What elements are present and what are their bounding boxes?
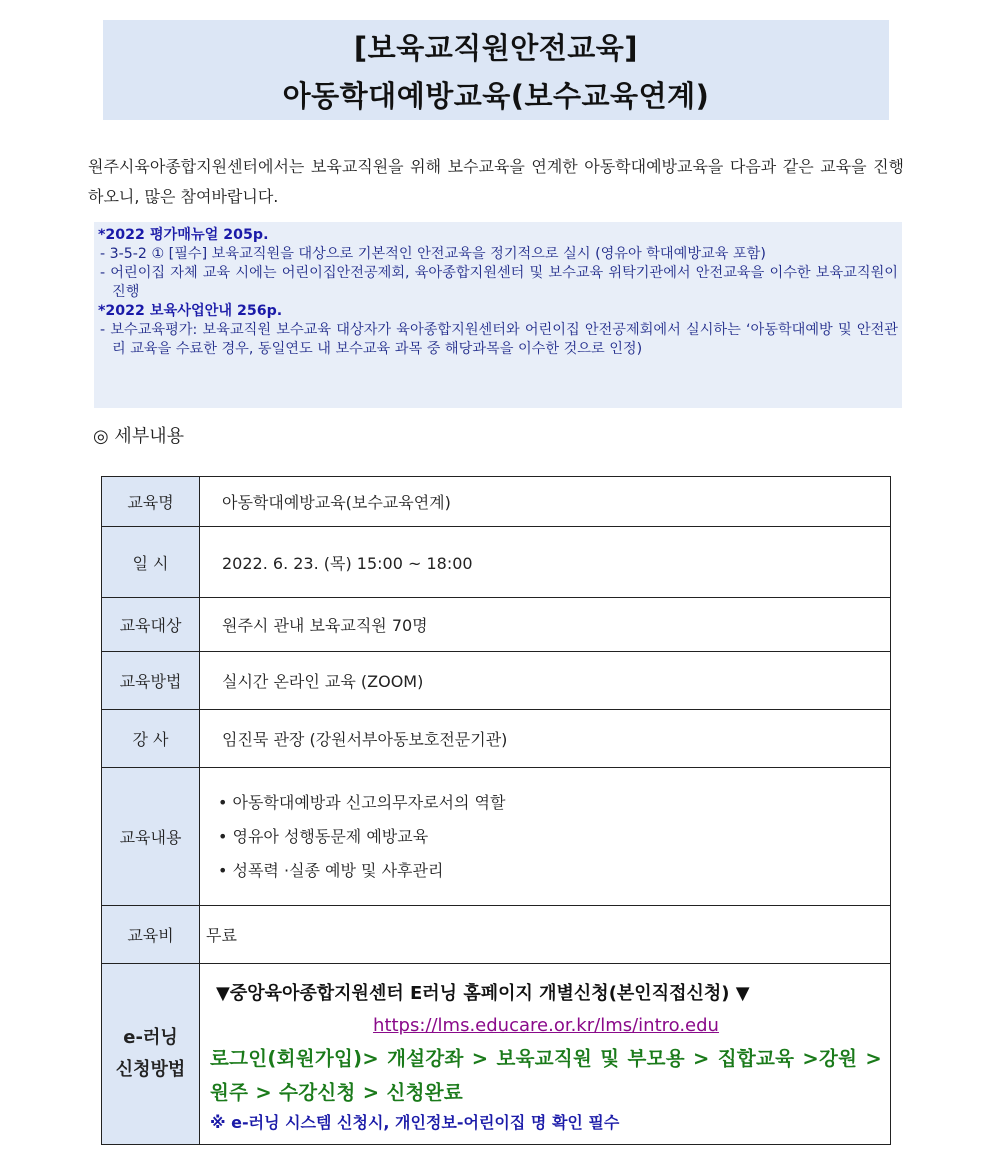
course-label: 교육명: [102, 477, 200, 527]
date-label: 일 시: [102, 527, 200, 598]
content-item: • 아동학대예방과 신고의무자로서의 역할: [218, 792, 506, 812]
intro-paragraph: 원주시육아종합지원센터에서는 보육교직원을 위해 보수교육을 연계한 아동학대예방교육을 다음과 같은 교육을 진행하오니, 많은 참여바랍니다.: [88, 157, 904, 206]
notice-item: - 3-5-2 ① [필수] 보육교직원을 대상으로 기본적인 안전교육을 정기적으로 실시 (영유아 학대예방교육 포함): [100, 246, 766, 262]
elearning-label-line-2: 신청방법: [115, 1059, 186, 1080]
table-row: [102, 477, 891, 527]
elearning-heading: ▼중앙육아종합지원센터 E러닝 홈페이지 개별신청(본인직접신청) ▼: [216, 983, 750, 1004]
elearning-label-line-1: e-러닝: [123, 1027, 178, 1048]
elearning-instructions: [200, 964, 891, 1145]
table-row: [102, 964, 891, 1145]
section-heading: ◎ 세부내용: [93, 426, 184, 447]
elearning-label: [102, 964, 200, 1145]
fee-value: 무료: [200, 906, 891, 964]
title-line-1: [보육교직원안전교육]: [353, 31, 639, 65]
target-label: 교육대상: [102, 598, 200, 652]
table-row: [102, 652, 891, 710]
fee-label: 교육비: [102, 906, 200, 964]
notice-item: - 어린이집 자체 교육 시에는 어린이집안전공제회, 육아종합지원센터 및 보수교육 위탁기관에서 안전교육을 이수한 보육교직원이 진행: [100, 265, 898, 300]
elearning-steps: 로그인(회원가입)> 개설강좌 > 보육교직원 및 부모용 > 집합교육 >강원 > 원주 > 수강신청 > 신청완료: [210, 1047, 882, 1104]
notice-item: - 보수교육평가: 보육교직원 보수교육 대상자가 육아종합지원센터와 어린이집 안전공제회에서 실시하는 ‘아동학대예방 및 안전관리 교육을 수료한 경우, 동일연도 내 보수교육 과목 중 해당과목을 이수한 것으로 인정): [100, 322, 898, 357]
target-value: 원주시 관내 보육교직원 70명: [200, 598, 891, 652]
title-line-2: 아동학대예방교육(보수교육연계): [282, 79, 710, 113]
notice-heading-manual: *2022 평가매뉴얼 205p.: [98, 227, 269, 243]
method-value: 실시간 온라인 교육 (ZOOM): [200, 652, 891, 710]
elearning-url-link[interactable]: https://lms.educare.or.kr/lms/intro.edu: [373, 1015, 719, 1036]
content-label: 교육내용: [102, 768, 200, 906]
table-row: [102, 906, 891, 964]
instructor-value: 임진묵 관장 (강원서부아동보호전문기관): [200, 710, 891, 768]
title-banner: [103, 20, 889, 120]
content-list: [200, 768, 891, 906]
elearning-note: ※ e-러닝 시스템 신청시, 개인정보-어린이집 명 확인 필수: [210, 1113, 620, 1132]
table-row: [102, 527, 891, 598]
date-value: 2022. 6. 23. (목) 15:00 ~ 18:00: [200, 527, 891, 598]
table-row: [102, 768, 891, 906]
method-label: 교육방법: [102, 652, 200, 710]
details-table: [101, 476, 891, 1145]
notice-box: [94, 222, 902, 408]
instructor-label: 강 사: [102, 710, 200, 768]
content-item: • 성폭력 ·실종 예방 및 사후관리: [218, 860, 444, 880]
notice-heading-guide: *2022 보육사업안내 256p.: [98, 303, 283, 319]
table-row: [102, 710, 891, 768]
table-row: [102, 598, 891, 652]
content-item: • 영유아 성행동문제 예방교육: [218, 826, 429, 846]
course-value: 아동학대예방교육(보수교육연계): [200, 477, 891, 527]
